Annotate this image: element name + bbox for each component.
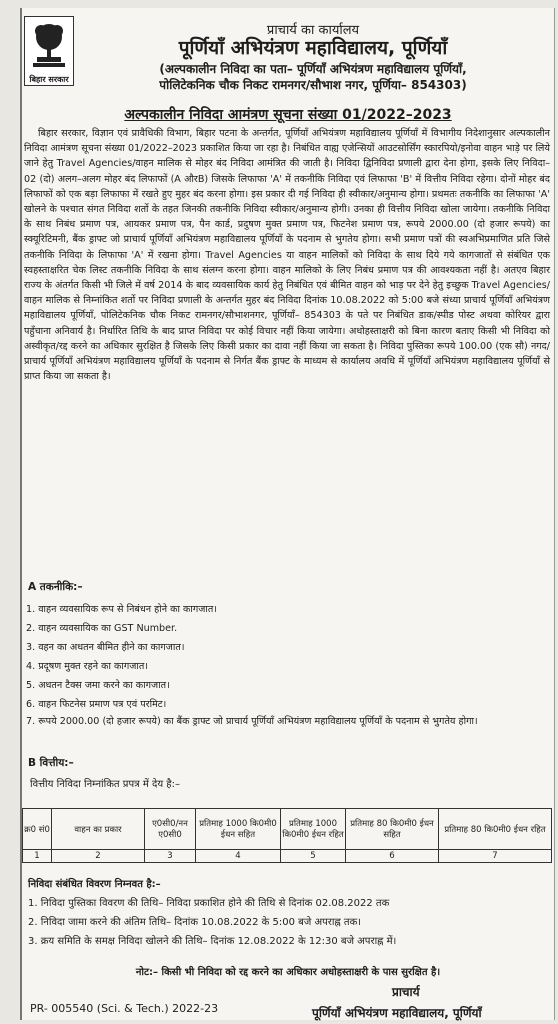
- address-line-2: पोलिटेकनिक चौक निकट रामनगर/सौभाश नगर, पूर्णिया– 854303): [159, 78, 467, 92]
- list-item: 4. प्रदूषण मुक्त रहने का कागजात।: [26, 661, 148, 672]
- section-b-heading: B वित्तीय:–: [28, 757, 74, 769]
- schedule-item: 2. निविदा जामा करने की अंतिम तिथि– दिनांक 10.08.2022 के 5:00 बजे अपराह्न तक।: [28, 917, 362, 928]
- table-header-cell: प्रतिमाह 1000 कि0मी0 ईधन सहित: [196, 809, 281, 850]
- section-a-heading: A तकनीकि:–: [28, 581, 83, 593]
- schedule-item: 1. निविदा पुस्तिका विवरण की तिथि– निविदा प्रकाशित होने की तिथि से दिनांक 02.08.2022 तक: [28, 898, 390, 909]
- financial-bid-table: [22, 808, 552, 863]
- table-cell: 6: [346, 850, 439, 863]
- table-header-cell: प्रतिमाह 80 कि0मी0 ईधन सहित: [346, 809, 439, 850]
- table-cell: 2: [52, 850, 145, 863]
- table-cell: 3: [145, 850, 196, 863]
- logo-caption: बिहार सरकार: [29, 75, 69, 84]
- notice-title: अल्पकालीन निविदा आमंत्रण सूचना संख्या 01/2022–2023: [124, 107, 452, 123]
- college-name: पूर्णियाँ अभियंत्रण महाविद्यालय, पूर्णियाँ: [178, 37, 448, 59]
- list-item: 1. वाहन व्यवसायिक रूप से निबंधन होने का कागजात।: [26, 604, 217, 615]
- list-item: 6. वाहन फिटनेस प्रमाण पत्र एवं परमिट।: [26, 699, 167, 710]
- table-cell: 4: [196, 850, 281, 863]
- schedule-item: 3. क्रय समिति के समक्ष निविदा खोलने की तिथि– दिनांक 12.08.2022 के 12:30 बजे अपराह्न में।: [28, 936, 397, 947]
- pr-number: PR- 005540 (Sci. & Tech.) 2022-23: [30, 1002, 219, 1015]
- technical-items-list: [26, 600, 548, 746]
- note-text: नोट:– किसी भी निविदा को रद्द करने का अधिकार अधोहस्ताक्षरी के पास सुरक्षित है।: [135, 967, 441, 978]
- table-header-cell: क्र0 सं0: [23, 809, 52, 850]
- table-cell: 5: [281, 850, 346, 863]
- table-header-cell: प्रतिमाह 80 कि0मी0 ईधन रहित: [439, 809, 552, 850]
- table-header-cell: प्रतिमाह 1000 कि0मी0 ईधन रहित: [281, 809, 346, 850]
- notice-paper: [20, 8, 555, 1020]
- tender-schedule: [28, 876, 552, 951]
- bodhi-tree-emblem-icon: [25, 17, 73, 73]
- notice-body: बिहार सरकार, विज्ञान एवं प्रावैधिकी विभाग, बिहार पटना के अन्तर्गत, पूर्णियाँ अभियंत्रण महाविद्यालय पूर्णियाँ में विभागीय निदेशानुसार अल्पकालीन निविदा आमंत्रण सूचना संख्या 01/2022–2023 प्रकाशित किया जा रहा है। निबंधित वाह्य एजेन्सियों आउटसोर्सिंग स्कारपियो/इनोवा वाहन भाड़े पर लिये जाने हेतु Travel Agencies/वाहन मालिक से मोहर बंद निविदा आमंत्रित की जाती है। निविदा द्विनिविदा प्रणाली द्वारा देना होगा, इसके लिए निविदा– 02 (दो) अलग–अलग मोहर बंद लिफाफों (A औरB) जिसके लिफाफा 'A' में तकनीकि निविदा एवं लिफाफा 'B' में वित्तीय निविदा रहेगा। दोनों मोहर बंद लिफाफों को एक बड़ा लिफाफा में रखते हुए मुहर बंद करना होगा। इस प्रकार दी गई निविदा ही स्वीकार/अनुमान्य होगा। प्रथमतः तकनीकि का लिफाफा 'A' खोलने के पश्चात संगत निविदा शर्तो के तहत जिनकी तकनीकि निविदा स्वीकार/अनुमान्य होगी। उनका ही वित्तीय निविदा खोला जायेगा। तकनीकि निविदा के साथ निबंध प्रमाण पत्र, आयकर प्रमाण पत्र, पैन कार्ड, प्रदुषण मुक्त प्रमाण पत्र, फिटनेश प्रमाण पत्र, रूपये 2000.00 (दो हजार रूपये) का स्क्यूरिटिमनी, बैंक ड्राफ्ट जो प्राचार्य पूर्णियाँ अभियंत्रण महाविद्यालय पूर्णियाँ के पदनाम से भुगतेय होगा। सभी प्रमाण पत्रों की स्वअभिप्रमाणित प्रति जिसे तकनीकि निविदा के लिफाफा 'A' में रखना होगा। Travel Agencies या वाहन मालिकों को निविदा के साथ दिये गये कागजातों से संबंधित एक स्वहस्ताक्षरित चेक लिस्ट तकनीकि निविदा के साथ संलग्न करना होगा। वाहन मालिको के लिए निबंध प्रमाण पत्र की आवश्यकता नहीं है। अतएव बिहार राज्य के अंतर्गत किसी भी जिले में वर्ष 2014 के बाद व्यवसायिक कार्य हेतु निबंधित एवं बीमित वाहन को भाड़ पर देने हेतु इच्छुक Travel Agencies/वाहन मालिक से निम्नांकित शर्तो पर निविदा प्रणाली के अन्तर्गत मुहर बंद निविदा दिनांक 10.08.2022 को 5:00 बजे संध्या प्राचार्य पूर्णियाँ अभियंत्रण महाविद्यालय पूर्णियाँ, पोलिटेकनिक चौक निकट रामनगर/सौभाशनगर, पूर्णियाँ– 854303 के पते पर निबंधित डाक/स्पीड पोस्ट अथवा कोरियर द्वारा पहुँचाना अनिवार्य है। निर्धारित तिथि के बाद प्राप्त निविदा पर कोई विचार नहीं किया जायेगा। अधोहस्ताक्षरी को बिना कारण बताए किसी भी निविदा को अस्वीकृत/रद्द करने का अधिकार सुरक्षित है जिसके लिए किसी प्रकार का दावा नहीं किया जा सकता है। निविदा पुस्तिका रूपये 100.00 (एक सौ) नगद/प्राचार्य पूर्णियाँ अभियंत्रण महाविद्यालय पूर्णियाँ के पदनाम से निर्गत बैंक ड्राफ्ट के माध्यम से कार्यालय अवधि में पूर्णियाँ अभियंत्रण महाविद्यालय पूर्णियाँ से प्राप्त किया जा सकता है।: [24, 128, 550, 383]
- table-header-cell: ए0सी0/नन ए0सी0: [145, 809, 196, 850]
- schedule-heading: निविदा संबंधित विवरण निम्नवत है:–: [28, 879, 161, 890]
- signature-title: प्राचार्य: [392, 985, 420, 999]
- financial-subline: वित्तीय निविदा निम्नांकित प्रपत्र में देय है:–: [30, 779, 180, 790]
- table-number-row: [23, 850, 552, 863]
- table-header-cell: वाहन का प्रकार: [52, 809, 145, 850]
- office-heading: प्राचार्य का कार्यालय: [266, 23, 360, 38]
- signature-institution: पूर्णियाँ अभियंत्रण महाविद्यालय, पूर्णियाँ: [312, 1006, 482, 1020]
- table-header-row: [23, 809, 552, 850]
- list-item: 5. अधतन टैक्स जमा करने का कागजात।: [26, 680, 170, 691]
- address-line-1: (अल्पकालीन निविदा का पता– पूर्णियाँ अभियंत्रण महाविद्यालय पूर्णियाँ,: [159, 62, 467, 76]
- bihar-government-logo: [24, 16, 74, 86]
- list-item: 2. वाहन व्यवसायिक का GST Number.: [26, 623, 178, 634]
- list-item: 7. रूपये 2000.00 (दो हजार रूपये) का बैंक ड्राफ्ट जो प्राचार्य पूर्णियाँ अभियंत्रण महाविद्यालय पूर्णियाँ के पदनाम से भुगतेय होगा।: [26, 716, 478, 727]
- table-cell: 1: [23, 850, 52, 863]
- list-item: 3. वहन का अधतन बीमित हीने का कागजात।: [26, 642, 185, 653]
- table-cell: 7: [439, 850, 552, 863]
